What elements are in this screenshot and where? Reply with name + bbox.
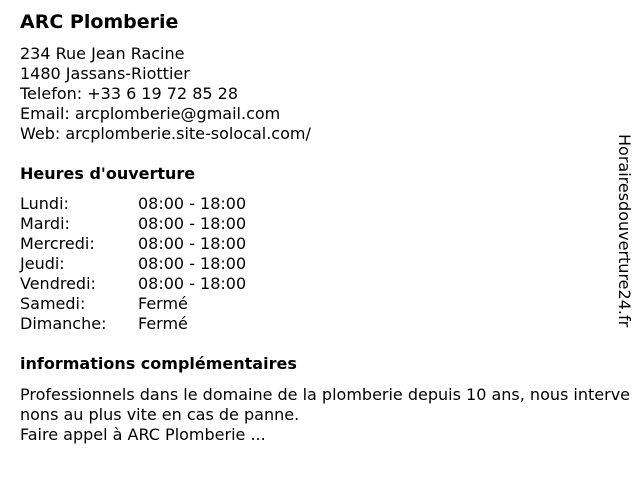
web-line: Web: arcplomberie.site-solocal.com/: [20, 124, 311, 143]
day-label: Dimanche:: [20, 314, 107, 333]
additional-info-heading: informations complémentaires: [20, 354, 297, 373]
day-label: Lundi:: [20, 194, 69, 213]
day-label: Jeudi:: [20, 254, 65, 273]
hours-value: 08:00 - 18:00: [138, 214, 247, 233]
email-line: Email: arcplomberie@gmail.com: [20, 104, 281, 123]
opening-hours-heading: Heures d'ouverture: [20, 164, 196, 183]
description-paragraph: Professionnels dans le domaine de la plomberie depuis 10 ans, nous interven​ons au plus vite en cas de panne.: [20, 385, 631, 424]
address-street: 234 Rue Jean Racine: [20, 44, 185, 63]
site-watermark: Horairesdouverture24.fr: [615, 134, 634, 328]
day-label: Mardi:: [20, 214, 70, 233]
contact-block: [20, 44, 311, 144]
day-label: Vendredi:: [20, 274, 96, 293]
business-name: ARC Plomberie: [20, 11, 179, 33]
additional-info-text: [20, 385, 632, 445]
phone-line: Telefon: +33 6 19 72 85 28: [20, 84, 239, 103]
description-call-to-action: Faire appel à ARC Plomberie ...: [20, 425, 266, 444]
hours-value: 08:00 - 18:00: [138, 254, 247, 273]
address-city: 1480 Jassans-Riottier: [20, 64, 190, 83]
hours-value: 08:00 - 18:00: [138, 234, 247, 253]
day-label: Samedi:: [20, 294, 86, 313]
hours-value: 08:00 - 18:00: [138, 194, 247, 213]
hours-value: Fermé: [138, 294, 188, 313]
day-label: Mercredi:: [20, 234, 95, 253]
hours-value: 08:00 - 18:00: [138, 274, 247, 293]
hours-value: Fermé: [138, 314, 188, 333]
